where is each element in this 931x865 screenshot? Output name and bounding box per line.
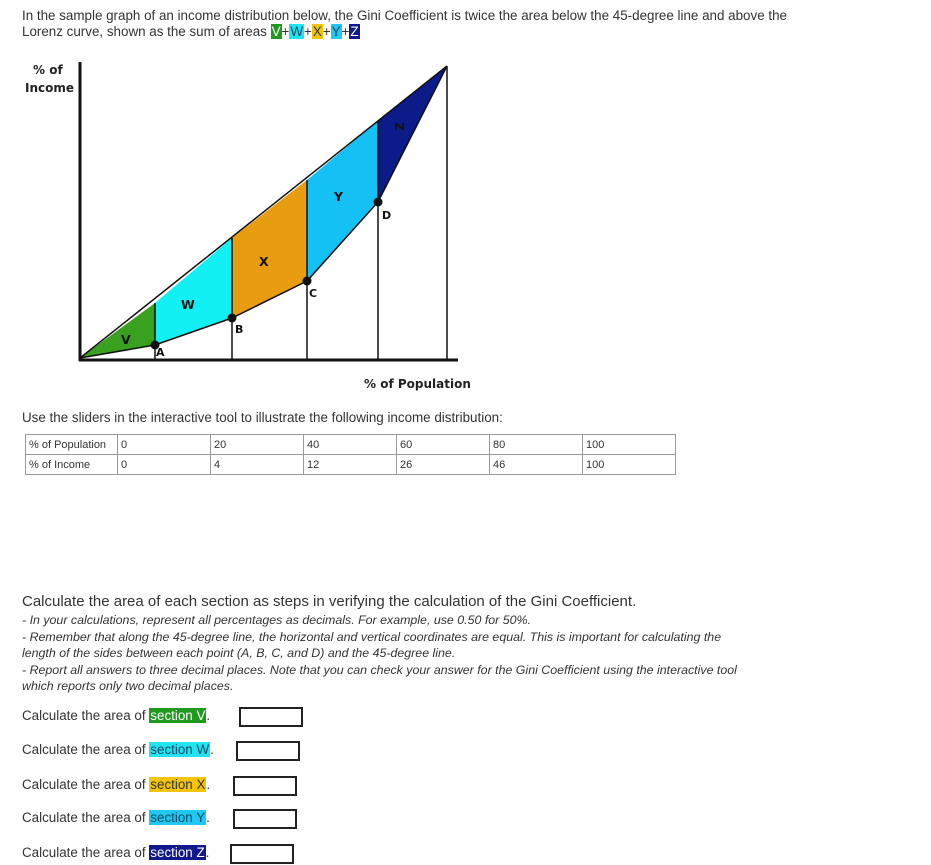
section-v-label: V (121, 332, 131, 347)
point-a-label: A (156, 346, 165, 359)
equality-line (80, 66, 447, 358)
area-y-highlight: Y (331, 24, 341, 39)
note-line: length of the sides between each point (A, B, C, and D) and the 45-degree line. (22, 646, 456, 660)
point-b-marker (228, 314, 237, 323)
area-v-highlight: V (271, 24, 281, 39)
question-section-w: Calculate the area of section W. (22, 740, 214, 760)
table-cell: 4 (211, 455, 304, 475)
area-z-highlight: Z (350, 24, 359, 39)
section-z-highlight: section Z (150, 845, 205, 860)
row-header-population: % of Population (26, 435, 118, 455)
area-w-highlight: W (290, 24, 304, 39)
table-cell: 20 (211, 435, 304, 455)
section-w-answer-input[interactable] (236, 741, 300, 761)
table-row (26, 455, 676, 475)
intro-line-2: Lorenz curve, shown as the sum of areas V+W+X+Y+Z (22, 24, 359, 39)
y-axis-label-line-1: % of (33, 63, 63, 77)
table-cell: 0 (118, 455, 211, 475)
table-cell: 26 (397, 455, 490, 475)
section-v-answer-input[interactable] (239, 707, 303, 727)
table-cell: 80 (490, 435, 583, 455)
section-z-answer-input[interactable] (230, 844, 294, 864)
section-x-highlight: section X (150, 777, 206, 792)
section-x-label: X (259, 254, 269, 269)
section-w-label: W (181, 297, 195, 312)
area-x-highlight: X (312, 24, 322, 39)
section-y-label: Y (334, 189, 344, 204)
section-x (232, 180, 307, 318)
question-section-y: Calculate the area of section Y. (22, 808, 210, 828)
y-axis-label-line-2: Income (25, 81, 75, 95)
section-x-answer-input[interactable] (233, 776, 297, 796)
table-cell: 60 (397, 435, 490, 455)
lorenz-curve-graph (0, 0, 931, 400)
intro-line-1: In the sample graph of an income distribution below, the Gini Coefficient is twice the area below the 45-degree line and above the (22, 8, 787, 23)
question-section-x: Calculate the area of section X. (22, 775, 210, 795)
table-cell: 40 (304, 435, 397, 455)
slider-instructions: Use the sliders in the interactive tool to illustrate the following income distribution: (22, 410, 503, 425)
section-w-highlight: section W (150, 742, 210, 757)
calculation-notes (22, 612, 902, 695)
section-y-answer-input[interactable] (233, 809, 297, 829)
table-cell: 12 (304, 455, 397, 475)
table-cell: 100 (583, 435, 676, 455)
question-section-z: Calculate the area of section Z. (22, 843, 209, 863)
distribution-table (25, 434, 676, 475)
table-cell: 46 (490, 455, 583, 475)
x-axis-label: % of Population (364, 377, 471, 391)
question-section-v: Calculate the area of section V. (22, 706, 210, 726)
note-line: - Report all answers to three decimal places. Note that you can check your answer for the Gini Coefficient using the interactive tool (22, 662, 737, 677)
row-header-income: % of Income (26, 455, 118, 475)
note-line: which reports only two decimal places. (22, 679, 234, 693)
note-line: - In your calculations, represent all percentages as decimals. For example, use 0.50 for 50%. (22, 613, 531, 627)
point-c-label: C (309, 287, 318, 300)
note-line: - Remember that along the 45-degree line, the horizontal and vertical coordinates are equal. This is important for calculating the (22, 629, 722, 644)
section-w (155, 238, 232, 345)
calculate-title: Calculate the area of each section as steps in verifying the calculation of the Gini Coefficient. (22, 593, 637, 610)
point-c-marker (303, 277, 312, 286)
table-cell: 100 (583, 455, 676, 475)
point-d-marker (374, 198, 383, 207)
section-z-label: Z (392, 122, 407, 132)
section-y-highlight: section Y (150, 810, 206, 825)
point-b-label: B (235, 323, 244, 336)
table-cell: 0 (118, 435, 211, 455)
table-row (26, 435, 676, 455)
section-v-highlight: section V (150, 708, 206, 723)
point-d-label: D (382, 209, 392, 222)
